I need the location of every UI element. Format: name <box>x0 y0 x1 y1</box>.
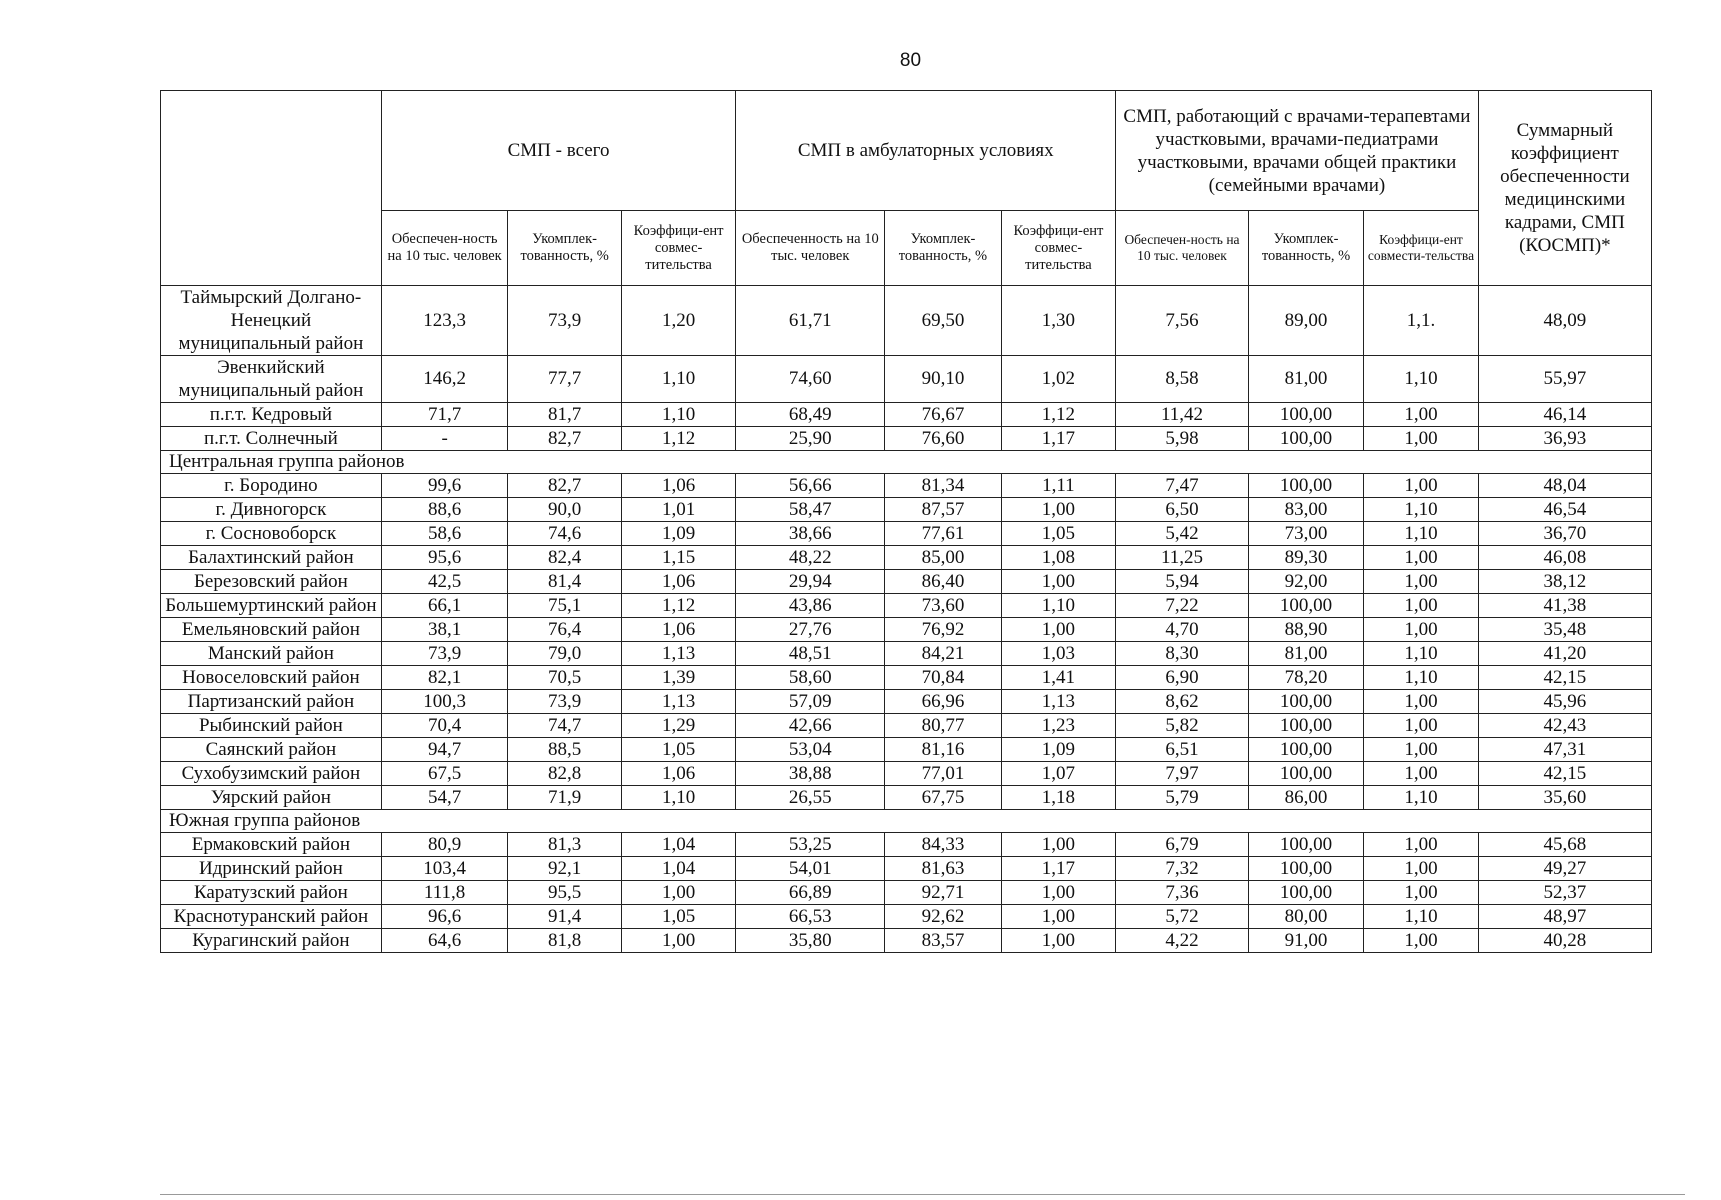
value-cell: 70,4 <box>381 714 508 738</box>
value-cell: 1,39 <box>621 666 735 690</box>
value-cell: 38,66 <box>736 522 885 546</box>
value-cell: 46,08 <box>1478 546 1651 570</box>
value-cell: 46,14 <box>1478 403 1651 427</box>
value-cell: 1,41 <box>1001 666 1115 690</box>
value-cell: 48,04 <box>1478 474 1651 498</box>
value-cell: 83,57 <box>885 929 1001 953</box>
value-cell: 45,96 <box>1478 690 1651 714</box>
value-cell: 73,9 <box>508 690 621 714</box>
value-cell: 76,4 <box>508 618 621 642</box>
value-cell: 5,82 <box>1116 714 1249 738</box>
table-row <box>161 427 1652 451</box>
value-cell: 76,92 <box>885 618 1001 642</box>
value-cell: 67,5 <box>381 762 508 786</box>
value-cell: 64,6 <box>381 929 508 953</box>
table-row <box>161 618 1652 642</box>
value-cell: 85,00 <box>885 546 1001 570</box>
value-cell: 1,10 <box>1364 522 1478 546</box>
value-cell: 35,80 <box>736 929 885 953</box>
value-cell: 89,00 <box>1248 286 1363 356</box>
value-cell: 81,7 <box>508 403 621 427</box>
value-cell: 1,00 <box>1001 881 1115 905</box>
table-row <box>161 474 1652 498</box>
table-row <box>161 642 1652 666</box>
value-cell: 1,18 <box>1001 786 1115 810</box>
value-cell: 77,61 <box>885 522 1001 546</box>
district-name: Новоселовский район <box>161 666 382 690</box>
value-cell: 58,6 <box>381 522 508 546</box>
value-cell: 74,7 <box>508 714 621 738</box>
value-cell: 1,20 <box>621 286 735 356</box>
value-cell: 81,8 <box>508 929 621 953</box>
table-row <box>161 286 1652 356</box>
table-row <box>161 857 1652 881</box>
value-cell: 47,31 <box>1478 738 1651 762</box>
value-cell: 1,00 <box>1364 929 1478 953</box>
value-cell: 38,12 <box>1478 570 1651 594</box>
value-cell: 1,12 <box>1001 403 1115 427</box>
district-name: Ермаковский район <box>161 833 382 857</box>
value-cell: 1,30 <box>1001 286 1115 356</box>
value-cell: 1,00 <box>1364 427 1478 451</box>
value-cell: 26,55 <box>736 786 885 810</box>
value-cell: 1,1. <box>1364 286 1478 356</box>
value-cell: 66,53 <box>736 905 885 929</box>
value-cell: 56,66 <box>736 474 885 498</box>
value-cell: 35,60 <box>1478 786 1651 810</box>
value-cell: 100,00 <box>1248 762 1363 786</box>
value-cell: 78,20 <box>1248 666 1363 690</box>
value-cell: 1,10 <box>1001 594 1115 618</box>
value-cell: 80,77 <box>885 714 1001 738</box>
value-cell: 75,1 <box>508 594 621 618</box>
value-cell: 1,10 <box>1364 642 1478 666</box>
value-cell: 1,05 <box>621 905 735 929</box>
value-cell: 1,15 <box>621 546 735 570</box>
value-cell: 100,00 <box>1248 738 1363 762</box>
value-cell: 11,25 <box>1116 546 1249 570</box>
subheader-provision: Обеспечен-ность на 10 тыс. человек <box>1116 211 1249 286</box>
table-row <box>161 929 1652 953</box>
value-cell: 84,21 <box>885 642 1001 666</box>
value-cell: 46,54 <box>1478 498 1651 522</box>
staffing-table <box>160 90 1652 953</box>
value-cell: 1,06 <box>621 762 735 786</box>
table-row <box>161 762 1652 786</box>
value-cell: 1,09 <box>621 522 735 546</box>
value-cell: 1,10 <box>621 403 735 427</box>
subheader-provision: Обеспечен-ность на 10 тыс. человек <box>381 211 508 286</box>
value-cell: 38,1 <box>381 618 508 642</box>
value-cell: 61,71 <box>736 286 885 356</box>
value-cell: 1,10 <box>1364 498 1478 522</box>
value-cell: 111,8 <box>381 881 508 905</box>
value-cell: 100,00 <box>1248 427 1363 451</box>
value-cell: 82,7 <box>508 427 621 451</box>
value-cell: 54,01 <box>736 857 885 881</box>
value-cell: 1,12 <box>621 594 735 618</box>
value-cell: 36,70 <box>1478 522 1651 546</box>
value-cell: 5,42 <box>1116 522 1249 546</box>
value-cell: 1,10 <box>1364 666 1478 690</box>
value-cell: 6,79 <box>1116 833 1249 857</box>
value-cell: 77,7 <box>508 356 621 403</box>
value-cell: 146,2 <box>381 356 508 403</box>
value-cell: 81,16 <box>885 738 1001 762</box>
value-cell: 6,50 <box>1116 498 1249 522</box>
group-row <box>161 810 1652 833</box>
value-cell: 73,9 <box>508 286 621 356</box>
district-name: Таймырский Долгано-Ненецкий муниципальный район <box>161 286 382 356</box>
district-name: г. Бородино <box>161 474 382 498</box>
value-cell: 1,03 <box>1001 642 1115 666</box>
value-cell: 4,70 <box>1116 618 1249 642</box>
value-cell: 73,9 <box>381 642 508 666</box>
value-cell: 42,5 <box>381 570 508 594</box>
value-cell: 80,9 <box>381 833 508 857</box>
value-cell: 1,12 <box>621 427 735 451</box>
value-cell: 103,4 <box>381 857 508 881</box>
value-cell: 1,00 <box>1001 570 1115 594</box>
value-cell: 95,5 <box>508 881 621 905</box>
value-cell: 58,47 <box>736 498 885 522</box>
page-bottom-rule <box>160 1194 1685 1195</box>
value-cell: 82,7 <box>508 474 621 498</box>
table-row <box>161 714 1652 738</box>
subheader-staffing: Укомплек-тованность, % <box>508 211 621 286</box>
value-cell: 76,67 <box>885 403 1001 427</box>
value-cell: 1,10 <box>621 356 735 403</box>
district-name: г. Дивногорск <box>161 498 382 522</box>
value-cell: 1,00 <box>1364 594 1478 618</box>
value-cell: 1,17 <box>1001 857 1115 881</box>
value-cell: 79,0 <box>508 642 621 666</box>
value-cell: 1,13 <box>1001 690 1115 714</box>
value-cell: 1,23 <box>1001 714 1115 738</box>
value-cell: 1,00 <box>1364 833 1478 857</box>
value-cell: 88,5 <box>508 738 621 762</box>
value-cell: 90,0 <box>508 498 621 522</box>
district-name: Балахтинский район <box>161 546 382 570</box>
table-row <box>161 738 1652 762</box>
table-row <box>161 786 1652 810</box>
value-cell: 66,89 <box>736 881 885 905</box>
value-cell: 99,6 <box>381 474 508 498</box>
value-cell: 7,22 <box>1116 594 1249 618</box>
value-cell: 8,30 <box>1116 642 1249 666</box>
value-cell: 95,6 <box>381 546 508 570</box>
district-name: Курагинский район <box>161 929 382 953</box>
value-cell: 1,10 <box>1364 786 1478 810</box>
value-cell: 53,04 <box>736 738 885 762</box>
value-cell: 7,56 <box>1116 286 1249 356</box>
value-cell: 5,72 <box>1116 905 1249 929</box>
value-cell: 100,00 <box>1248 690 1363 714</box>
value-cell: 42,66 <box>736 714 885 738</box>
district-name: Партизанский район <box>161 690 382 714</box>
value-cell: 35,48 <box>1478 618 1651 642</box>
value-cell: 91,00 <box>1248 929 1363 953</box>
table-row <box>161 666 1652 690</box>
value-cell: 81,00 <box>1248 356 1363 403</box>
header-smp-ambulatory: СМП в амбулаторных условиях <box>736 91 1116 211</box>
value-cell: 42,43 <box>1478 714 1651 738</box>
value-cell: 81,00 <box>1248 642 1363 666</box>
district-name: п.г.т. Кедровый <box>161 403 382 427</box>
value-cell: 45,68 <box>1478 833 1651 857</box>
subheader-combination: Коэффици-ент совмес-тительства <box>621 211 735 286</box>
value-cell: 49,27 <box>1478 857 1651 881</box>
value-cell: 92,62 <box>885 905 1001 929</box>
value-cell: 68,49 <box>736 403 885 427</box>
district-name: Каратузский район <box>161 881 382 905</box>
value-cell: 90,10 <box>885 356 1001 403</box>
table-row <box>161 356 1652 403</box>
value-cell: 41,38 <box>1478 594 1651 618</box>
value-cell: 100,00 <box>1248 403 1363 427</box>
table-body <box>161 286 1652 953</box>
value-cell: 83,00 <box>1248 498 1363 522</box>
value-cell: 100,3 <box>381 690 508 714</box>
subheader-staffing: Укомплек-тованность, % <box>885 211 1001 286</box>
value-cell: 27,76 <box>736 618 885 642</box>
value-cell: 55,97 <box>1478 356 1651 403</box>
value-cell: 48,22 <box>736 546 885 570</box>
value-cell: 1,00 <box>1001 618 1115 642</box>
table-row <box>161 570 1652 594</box>
value-cell: 6,51 <box>1116 738 1249 762</box>
value-cell: 1,00 <box>1001 929 1115 953</box>
value-cell: 4,22 <box>1116 929 1249 953</box>
value-cell: 8,58 <box>1116 356 1249 403</box>
value-cell: 1,00 <box>1001 498 1115 522</box>
value-cell: 29,94 <box>736 570 885 594</box>
value-cell: 1,06 <box>621 474 735 498</box>
value-cell: 81,4 <box>508 570 621 594</box>
value-cell: 1,06 <box>621 570 735 594</box>
value-cell: 1,00 <box>1364 690 1478 714</box>
district-name: Березовский район <box>161 570 382 594</box>
value-cell: 54,7 <box>381 786 508 810</box>
district-name: Рыбинский район <box>161 714 382 738</box>
value-cell: 42,15 <box>1478 666 1651 690</box>
value-cell: 77,01 <box>885 762 1001 786</box>
value-cell: 100,00 <box>1248 714 1363 738</box>
value-cell: 1,09 <box>1001 738 1115 762</box>
header-name-blank <box>161 91 382 286</box>
value-cell: 7,97 <box>1116 762 1249 786</box>
value-cell: 82,4 <box>508 546 621 570</box>
value-cell: 7,36 <box>1116 881 1249 905</box>
district-name: Идринский район <box>161 857 382 881</box>
subheader-combination: Коэффици-ент совмес-тительства <box>1001 211 1115 286</box>
value-cell: 1,11 <box>1001 474 1115 498</box>
district-name: п.г.т. Солнечный <box>161 427 382 451</box>
header-smp-therapists: СМП, работающий с врачами-терапевтами участковыми, врачами-педиатрами участковыми, врачами общей практики (семейными врачами) <box>1116 91 1479 211</box>
table-header <box>161 91 1652 286</box>
value-cell: 81,34 <box>885 474 1001 498</box>
value-cell: 1,06 <box>621 618 735 642</box>
value-cell: 5,98 <box>1116 427 1249 451</box>
value-cell: 71,7 <box>381 403 508 427</box>
value-cell: 81,3 <box>508 833 621 857</box>
table-row <box>161 690 1652 714</box>
value-cell: 1,29 <box>621 714 735 738</box>
value-cell: 8,62 <box>1116 690 1249 714</box>
value-cell: 58,60 <box>736 666 885 690</box>
value-cell: 5,94 <box>1116 570 1249 594</box>
value-cell: 1,05 <box>1001 522 1115 546</box>
table-row <box>161 546 1652 570</box>
table-row <box>161 905 1652 929</box>
table-row <box>161 881 1652 905</box>
header-kosmp: Суммарный коэффициент обеспеченности медицинскими кадрами, СМП (КОСМП)* <box>1478 91 1651 286</box>
value-cell: 70,84 <box>885 666 1001 690</box>
table-row <box>161 522 1652 546</box>
value-cell: 1,13 <box>621 690 735 714</box>
value-cell: 7,47 <box>1116 474 1249 498</box>
value-cell: 80,00 <box>1248 905 1363 929</box>
table-row <box>161 403 1652 427</box>
value-cell: 1,04 <box>621 857 735 881</box>
header-smp-total: СМП - всего <box>381 91 736 211</box>
value-cell: 52,37 <box>1478 881 1651 905</box>
value-cell: 71,9 <box>508 786 621 810</box>
value-cell: 41,20 <box>1478 642 1651 666</box>
value-cell: 38,88 <box>736 762 885 786</box>
value-cell: 81,63 <box>885 857 1001 881</box>
value-cell: 70,5 <box>508 666 621 690</box>
district-name: Саянский район <box>161 738 382 762</box>
value-cell: 1,00 <box>1001 833 1115 857</box>
district-name: г. Сосновоборск <box>161 522 382 546</box>
value-cell: 1,00 <box>1364 762 1478 786</box>
value-cell: 86,40 <box>885 570 1001 594</box>
value-cell: 1,00 <box>621 881 735 905</box>
value-cell: 48,97 <box>1478 905 1651 929</box>
value-cell: 88,90 <box>1248 618 1363 642</box>
value-cell: 100,00 <box>1248 833 1363 857</box>
value-cell: 87,57 <box>885 498 1001 522</box>
value-cell: 1,00 <box>1364 403 1478 427</box>
district-name: Уярский район <box>161 786 382 810</box>
value-cell: 5,79 <box>1116 786 1249 810</box>
district-name: Эвенкийский муниципальный район <box>161 356 382 403</box>
value-cell: 1,00 <box>1364 714 1478 738</box>
value-cell: 1,00 <box>1364 570 1478 594</box>
value-cell: 1,01 <box>621 498 735 522</box>
value-cell: 66,1 <box>381 594 508 618</box>
value-cell: 1,04 <box>621 833 735 857</box>
table-row <box>161 594 1652 618</box>
value-cell: 82,1 <box>381 666 508 690</box>
value-cell: 88,6 <box>381 498 508 522</box>
subheader-provision: Обеспеченность на 10 тыс. человек <box>736 211 885 286</box>
table-row <box>161 833 1652 857</box>
value-cell: 92,1 <box>508 857 621 881</box>
value-cell: 1,17 <box>1001 427 1115 451</box>
value-cell: 36,93 <box>1478 427 1651 451</box>
district-name: Манский район <box>161 642 382 666</box>
value-cell: 89,30 <box>1248 546 1363 570</box>
value-cell: 1,00 <box>1364 618 1478 642</box>
district-name: Емельяновский район <box>161 618 382 642</box>
value-cell: 91,4 <box>508 905 621 929</box>
value-cell: 25,90 <box>736 427 885 451</box>
district-name: Краснотуранский район <box>161 905 382 929</box>
value-cell: 1,10 <box>1364 356 1478 403</box>
value-cell: 82,8 <box>508 762 621 786</box>
value-cell: 84,33 <box>885 833 1001 857</box>
district-name: Сухобузимский район <box>161 762 382 786</box>
value-cell: 73,60 <box>885 594 1001 618</box>
value-cell: 74,60 <box>736 356 885 403</box>
value-cell: 1,10 <box>621 786 735 810</box>
value-cell: 74,6 <box>508 522 621 546</box>
value-cell: 53,25 <box>736 833 885 857</box>
value-cell: 94,7 <box>381 738 508 762</box>
value-cell: 100,00 <box>1248 594 1363 618</box>
value-cell: 100,00 <box>1248 474 1363 498</box>
value-cell: 100,00 <box>1248 857 1363 881</box>
value-cell: 11,42 <box>1116 403 1249 427</box>
table-row <box>161 498 1652 522</box>
value-cell: 67,75 <box>885 786 1001 810</box>
value-cell: 76,60 <box>885 427 1001 451</box>
value-cell: 42,15 <box>1478 762 1651 786</box>
subheader-staffing: Укомплек-тованность, % <box>1248 211 1363 286</box>
value-cell: 1,00 <box>1364 738 1478 762</box>
value-cell: 92,71 <box>885 881 1001 905</box>
value-cell: 1,10 <box>1364 905 1478 929</box>
value-cell: 1,02 <box>1001 356 1115 403</box>
value-cell: 92,00 <box>1248 570 1363 594</box>
value-cell: 100,00 <box>1248 881 1363 905</box>
value-cell: 1,00 <box>1364 881 1478 905</box>
value-cell: 1,00 <box>1364 857 1478 881</box>
value-cell: 96,6 <box>381 905 508 929</box>
group-label: Южная группа районов <box>161 810 1652 833</box>
group-row <box>161 451 1652 474</box>
value-cell: 6,90 <box>1116 666 1249 690</box>
value-cell: 1,08 <box>1001 546 1115 570</box>
value-cell: 1,07 <box>1001 762 1115 786</box>
value-cell: 40,28 <box>1478 929 1651 953</box>
value-cell: 1,05 <box>621 738 735 762</box>
value-cell: 66,96 <box>885 690 1001 714</box>
value-cell: 57,09 <box>736 690 885 714</box>
value-cell: 48,09 <box>1478 286 1651 356</box>
value-cell: 1,00 <box>1364 546 1478 570</box>
page-number: 80 <box>899 50 922 71</box>
value-cell: 43,86 <box>736 594 885 618</box>
subheader-combination: Коэффици-ент совмести-тельства <box>1364 211 1478 286</box>
value-cell: 1,00 <box>621 929 735 953</box>
value-cell: 73,00 <box>1248 522 1363 546</box>
value-cell: 123,3 <box>381 286 508 356</box>
value-cell: 86,00 <box>1248 786 1363 810</box>
group-label: Центральная группа районов <box>161 451 1652 474</box>
value-cell: 48,51 <box>736 642 885 666</box>
value-cell: 1,00 <box>1364 474 1478 498</box>
district-name: Большемуртинский район <box>161 594 382 618</box>
value-cell: 7,32 <box>1116 857 1249 881</box>
value-cell: 1,00 <box>1001 905 1115 929</box>
value-cell: - <box>381 427 508 451</box>
value-cell: 1,13 <box>621 642 735 666</box>
value-cell: 69,50 <box>885 286 1001 356</box>
